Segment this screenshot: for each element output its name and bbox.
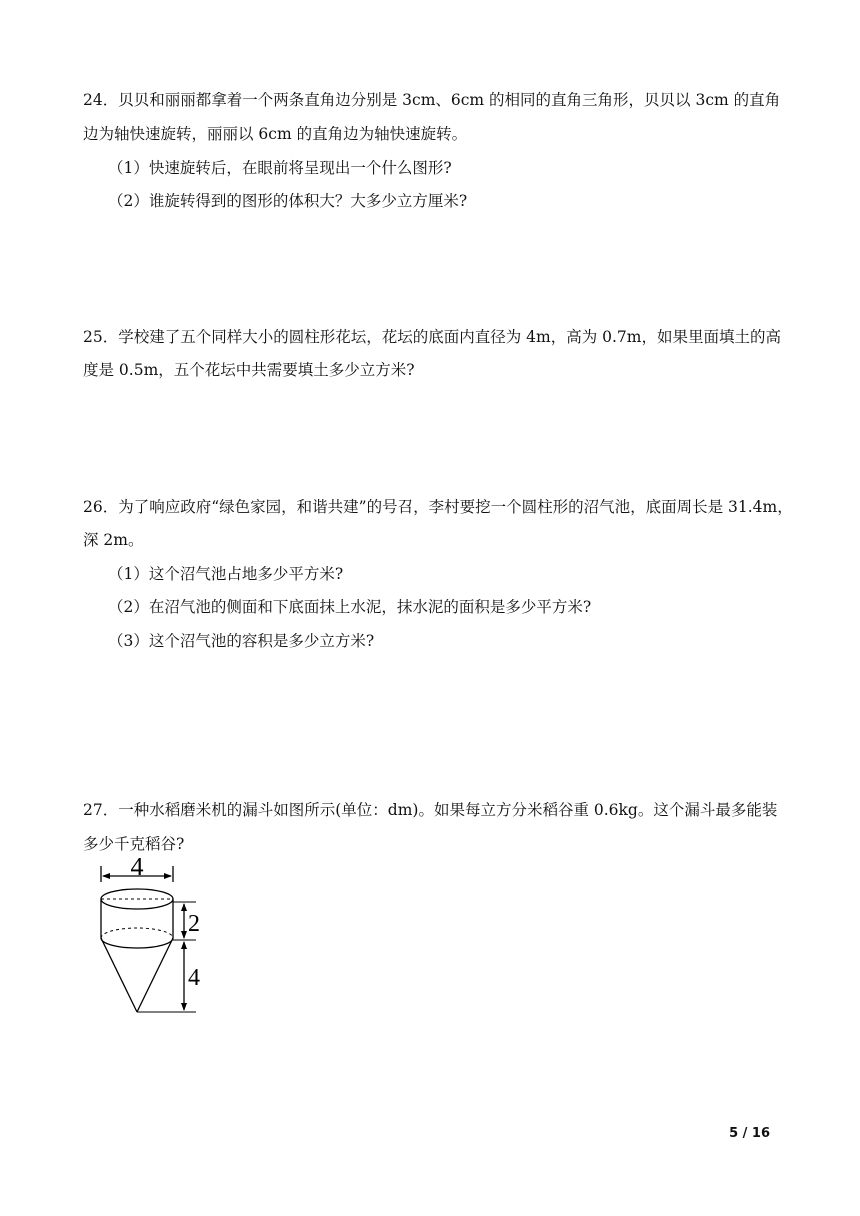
question-26-part-1: （1）这个沼气池占地多少平方米?	[108, 565, 344, 583]
question-27-line-2: 多少千克稻谷?	[83, 835, 185, 853]
question-24-part-2: （2）谁旋转得到的图形的体积大？大多少立方厘米?	[108, 192, 468, 210]
cylinder-bottom-back	[101, 928, 173, 938]
question-24-line-2: 边为轴快速旋转，丽丽以 6cm 的直角边为轴快速旋转。	[83, 125, 468, 143]
cone-right-side	[137, 938, 173, 1012]
cone-height-label: 4	[188, 965, 200, 991]
diameter-arrow-right	[164, 873, 172, 879]
cone-height-arrow-up	[181, 941, 187, 949]
cylinder-height-arrow-up	[181, 903, 187, 911]
question-26-part-3: （3）这个沼气池的容积是多少立方米?	[108, 632, 375, 650]
question-25-line-2: 度是 0.5m，五个花坛中共需要填土多少立方米?	[83, 361, 415, 379]
cone-height-arrow-down	[181, 1003, 187, 1011]
diameter-label: 4	[130, 858, 144, 881]
question-27-line-1: 27．一种水稻磨米机的漏斗如图所示(单位：dm)。如果每立方分米稻谷重 0.6kg。这个漏斗最多能装	[83, 801, 778, 819]
page-number: 5 / 16	[729, 1126, 770, 1141]
question-25-line-1: 25．学校建了五个同样大小的圆柱形花坛，花坛的底面内直径为 4m，高为 0.7m，如果里面填土的高	[83, 328, 781, 346]
question-24-part-1: （1）快速旋转后，在眼前将呈现出一个什么图形?	[108, 159, 452, 177]
cylinder-bottom-front	[101, 938, 173, 948]
cone-left-side	[101, 938, 137, 1012]
funnel-figure	[96, 858, 206, 1018]
cylinder-height-label: 2	[188, 911, 200, 937]
question-26-line-1: 26．为了响应政府“绿色家园，和谐共建”的号召，李村要挖一个圆柱形的沼气池，底面周长是 31.4m，	[83, 498, 793, 516]
question-24-line-1: 24．贝贝和丽丽都拿着一个两条直角边分别是 3cm、6cm 的相同的直角三角形，贝贝以 3cm 的直角	[83, 91, 781, 109]
question-26-part-2: （2）在沼气池的侧面和下底面抹上水泥，抹水泥的面积是多少平方米?	[108, 598, 592, 616]
cylinder-height-arrow-down	[181, 931, 187, 939]
diameter-arrow-left	[102, 873, 110, 879]
question-26-line-2: 深 2m。	[83, 531, 144, 549]
